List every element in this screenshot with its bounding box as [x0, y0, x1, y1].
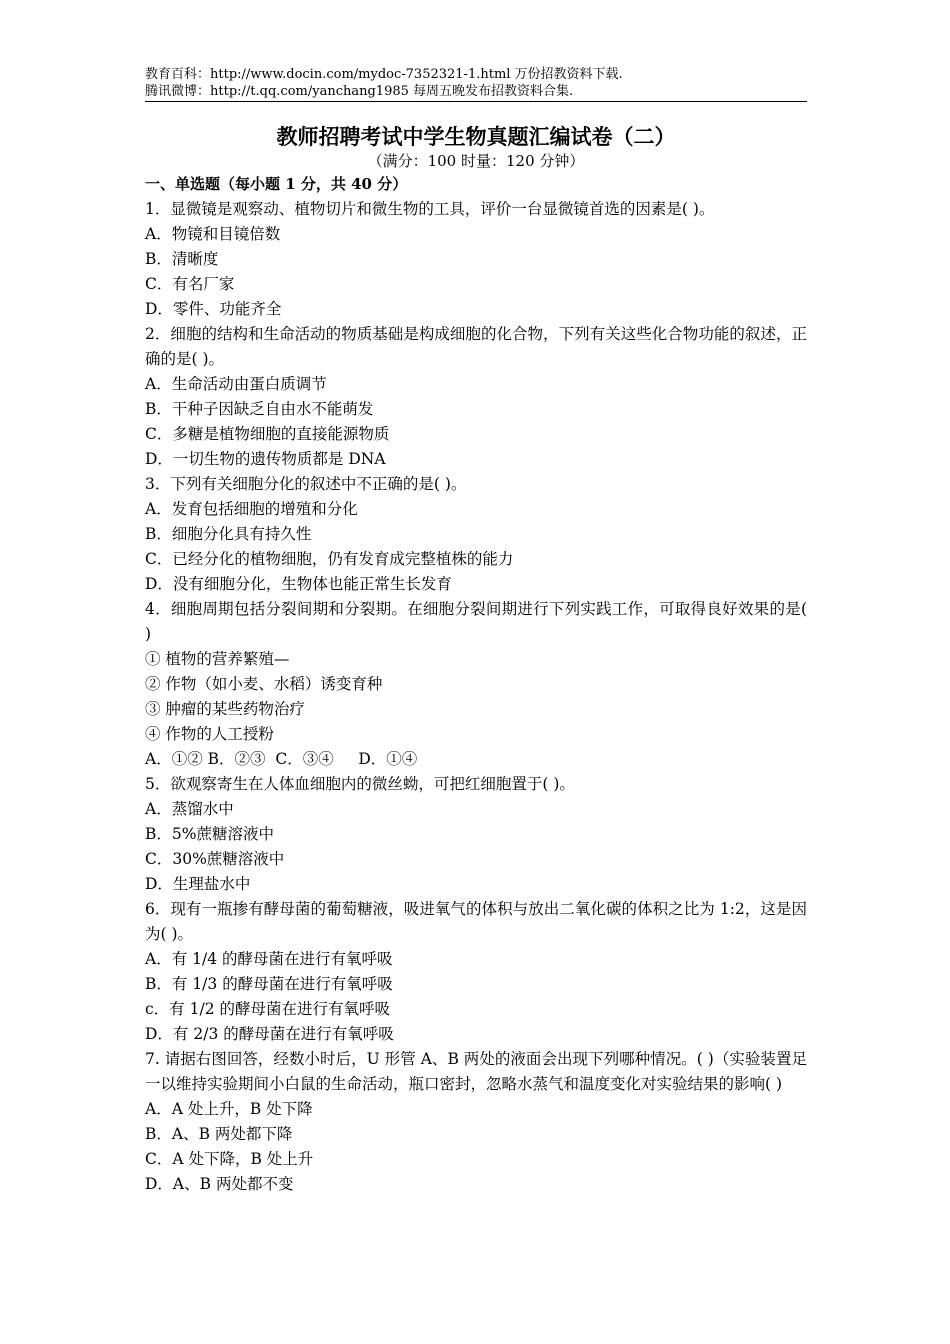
section-heading: 一、单选题（每小题 1 分，共 40 分） — [145, 175, 408, 193]
option: A．生命活动由蛋白质调节 — [145, 375, 327, 393]
question-stem: 4．细胞周期包括分裂间期和分裂期。在细胞分裂间期进行下列实践工作，可取得良好效果的是( ) — [145, 600, 807, 643]
option: B．细胞分化具有持久性 — [145, 525, 312, 543]
option: C．A 处下降，B 处上升 — [145, 1150, 314, 1168]
question-3 — [145, 472, 807, 597]
header-rule — [145, 101, 807, 102]
option: ② 作物（如小麦、水稻）诱变育种 — [145, 675, 383, 693]
header-line-2: 腾讯微博：http://t.qq.com/yanchang1985 每周五晚发布招教资料合集. — [145, 84, 574, 99]
option: C．有名厂家 — [145, 275, 235, 293]
question-stem: 3．下列有关细胞分化的叙述中不正确的是( )。 — [145, 475, 467, 493]
option: ③ 肿瘤的某些药物治疗 — [145, 700, 305, 718]
question-7 — [145, 1047, 807, 1197]
option: C．多糖是植物细胞的直接能源物质 — [145, 425, 390, 443]
option: B．干种子因缺乏自由水不能萌发 — [145, 400, 374, 418]
option: A．有 1/4 的酵母菌在进行有氧呼吸 — [145, 950, 393, 968]
option: B．A、B 两处都下降 — [145, 1125, 293, 1143]
page-title: 教师招聘考试中学生物真题汇编试卷（二） — [276, 124, 676, 149]
question-stem: 5．欲观察寄生在人体血细胞内的微丝蚴，可把红细胞置于( )。 — [145, 775, 575, 793]
question-5 — [145, 772, 807, 897]
option: B．有 1/3 的酵母菌在进行有氧呼吸 — [145, 975, 393, 993]
question-4 — [145, 597, 807, 772]
option: ④ 作物的人工授粉 — [145, 725, 274, 743]
question-6 — [145, 897, 807, 1047]
question-1 — [145, 197, 807, 322]
option: D．生理盐水中 — [145, 875, 251, 893]
option: D．A、B 两处都不变 — [145, 1175, 294, 1193]
option: A．①② B．②③ C．③④ D．①④ — [145, 750, 418, 768]
option: D．零件、功能齐全 — [145, 300, 282, 318]
question-stem: 1．显微镜是观察动、植物切片和微生物的工具，评价一台显微镜首选的因素是( )。 — [145, 200, 715, 218]
question-stem: 2．细胞的结构和生命活动的物质基础是构成细胞的化合物，下列有关这些化合物功能的叙述，正确的是( )。 — [145, 325, 807, 368]
option: ① 植物的营养繁殖— — [145, 650, 290, 668]
question-stem: 6．现有一瓶掺有酵母菌的葡萄糖液，吸进氧气的体积与放出二氧化碳的体积之比为 1:2，这是因为( )。 — [145, 900, 807, 943]
option: D．没有细胞分化，生物体也能正常生长发育 — [145, 575, 452, 593]
option: D．一切生物的遗传物质都是 DNA — [145, 450, 386, 468]
option: c．有 1/2 的酵母菌在进行有氧呼吸 — [145, 1000, 390, 1018]
option: B．5%蔗糖溶液中 — [145, 825, 274, 843]
question-2 — [145, 322, 807, 472]
document-page — [145, 66, 807, 1197]
page-subtitle: （满分：100 时量：120 分钟） — [367, 152, 585, 170]
option: B．清晰度 — [145, 250, 219, 268]
option: D．有 2/3 的酵母菌在进行有氧呼吸 — [145, 1025, 394, 1043]
option: A．蒸馏水中 — [145, 800, 234, 818]
option: C．已经分化的植物细胞，仍有发育成完整植株的能力 — [145, 550, 514, 568]
option: C．30%蔗糖溶液中 — [145, 850, 285, 868]
question-stem: 7. 请据右图回答，经数小时后，U 形管 A、B 两处的液面会出现下列哪种情况。( )（实验装置足一以维持实验期间小白鼠的生命活动，瓶口密封，忽略水蒸气和温度变化对实验结果的影响( ) — [145, 1050, 807, 1093]
option: A．物镜和目镜倍数 — [145, 225, 281, 243]
option: A．A 处上升，B 处下降 — [145, 1100, 313, 1118]
option: A．发育包括细胞的增殖和分化 — [145, 500, 358, 518]
header-line-1: 教育百科：http://www.docin.com/mydoc-7352321-1.html 万份招教资料下载. — [145, 67, 623, 82]
